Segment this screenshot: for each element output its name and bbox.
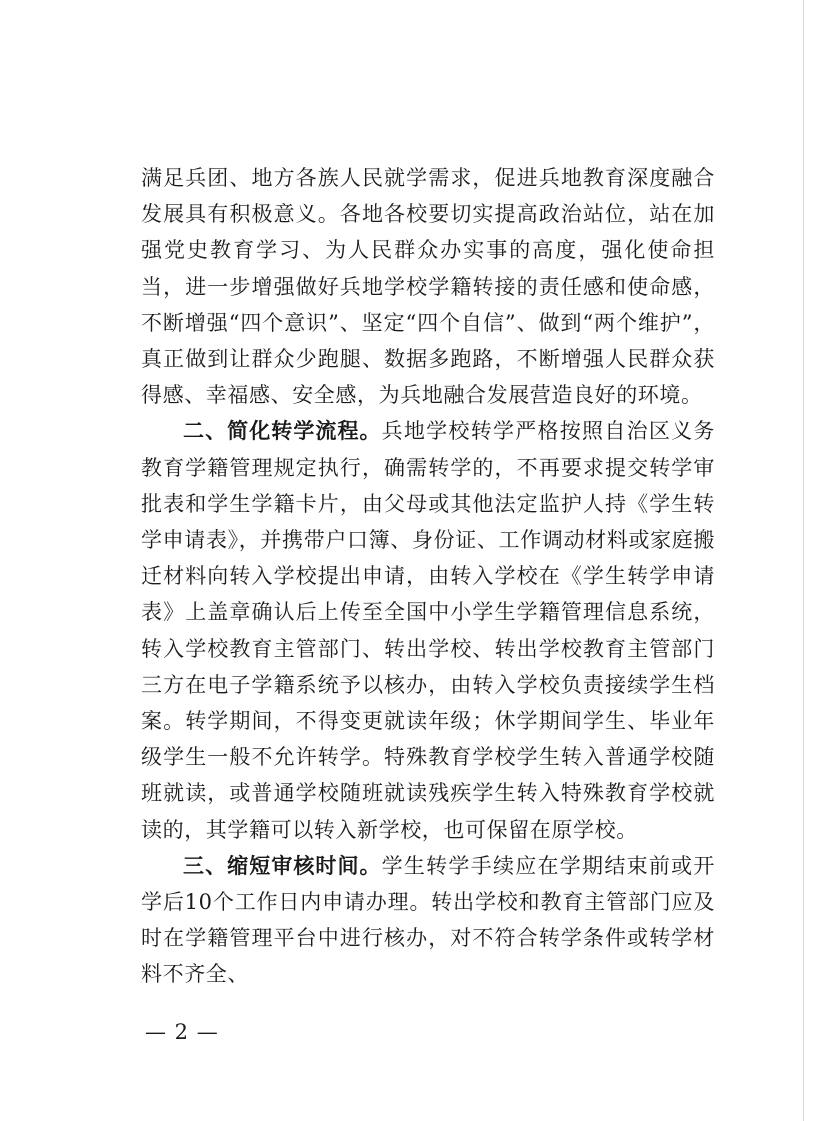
scan-edge-line xyxy=(803,0,804,1121)
document-body xyxy=(141,160,715,993)
paragraph-1: 满足兵团、地方各族人民就学需求，促进兵地教育深度融合发展具有积极意义。各地各校要切实提高政治站位，站在加强党史教育学习、为人民群众办实事的高度，强化使命担当，进一步增强做好兵地学校学籍转接的责任感和使命感，不断增强“四个意识”、坚定“四个自信”、做到“两个维护”，真正做到让群众少跑腿、数据多跑路，不断增强人民群众获得感、幸福感、安全感，为兵地融合发展营造良好的环境。 xyxy=(141,166,715,408)
section-2-text: 兵地学校转学严格按照自治区义务教育学籍管理规定执行，确需转学的，不再要求提交转学审批表和学生学籍卡片，由父母或其他法定监护人持《学生转学申请表》，并携带户口簿、身份证、工作调动材料或家庭搬迁材料向转入学校提出申请，由转入学校在《学生转学申请表》上盖章确认后上传至全国中小学生学籍管理信息系统，转入学校教育主管部门、转出学校、转出学校教育主管部门三方在电子学籍系统予以核办，由转入学校负责接续学生档案。转学期间，不得变更就读年级；休学期间学生、毕业年级学生一般不允许转学。特殊教育学校学生转入普通学校随班就读，或普通学校随班就读残疾学生转入特殊教育学校就读的，其学籍可以转入新学校，也可保留在原学校。 xyxy=(141,419,715,842)
section-3-text: 学生转学手续应在学期结束前或开学后10个工作日内申请办理。转出学校和教育主管部门应及时在学籍管理平台中进行核办，对不符合转学条件或转学材料不齐全、 xyxy=(141,853,715,987)
section-2-heading: 二、简化转学流程。 xyxy=(183,419,382,444)
page-number: — 2 — xyxy=(145,1020,219,1044)
paragraph-section-3 xyxy=(141,848,715,993)
paragraph-section-2 xyxy=(141,413,715,847)
section-3-heading: 三、缩短审核时间。 xyxy=(183,853,382,878)
